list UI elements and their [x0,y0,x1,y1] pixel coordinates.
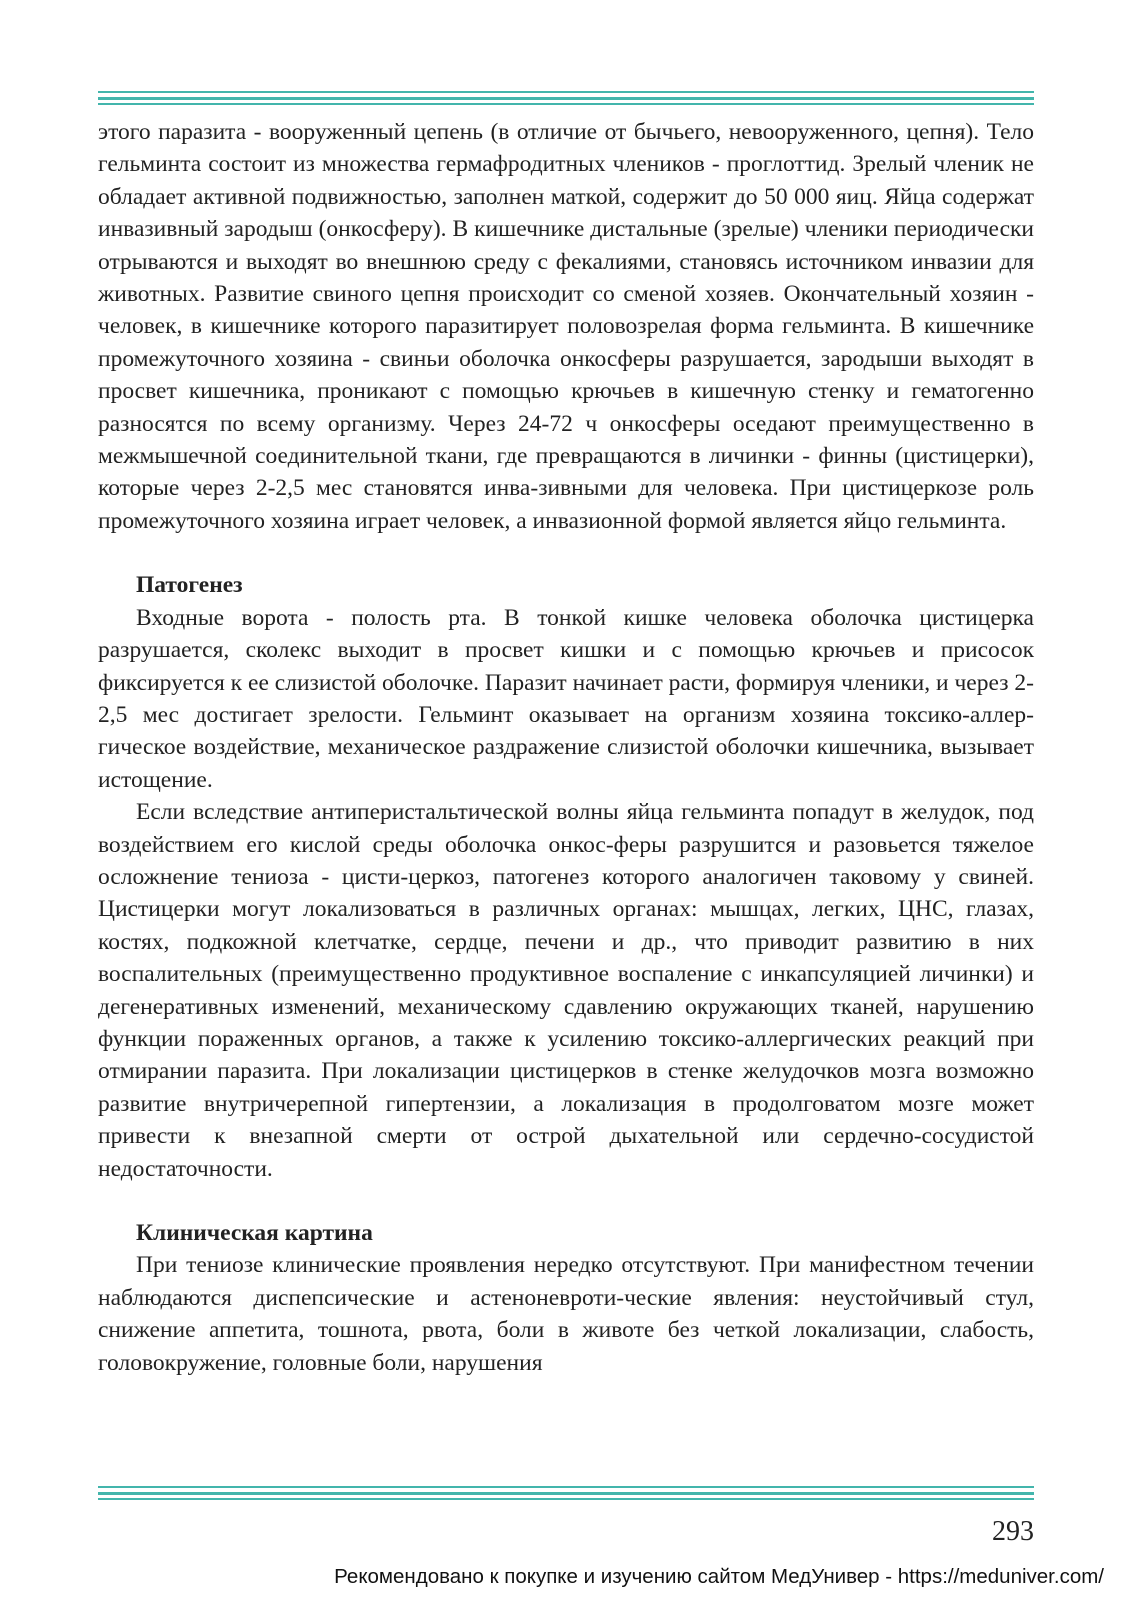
page-number: 293 [992,1516,1034,1547]
body-paragraph: этого паразита - вооруженный цепень (в отличие от бычьего, невооруженного, цепня). Тело гельминта состоит из множества гермафродитных члеников - проглоттид. Зрелый членик не обладает активной подвижностью, заполнен маткой, содержит до 50 000 яиц. Яйца содержат инвазивный зародыш (онкосферу). В кишечнике дистальные (зрелые) членики периодически отрываются и выходят во внешнюю среду с фекалиями, становясь источником инвазии для животных. Развитие свиного цепня происходит со сменой хозяев. Окончательный хозяин - человек, в кишечнике которого паразитирует половозрелая форма гельминта. В кишечнике промежуточного хозяина - свиньи оболочка онкосферы разрушается, зародыши выходят в просвет кишечника, проникают с помощью крючьев в кишечную стенку и гематогенно разносятся по всему организму. Через 24-72 ч онкосферы оседают преимущественно в межмышечной соединительной ткани, где превращаются в личинки - финны (цистицерки), которые через 2-2,5 мес становятся инва-зивными для человека. При цистицеркозе роль промежуточного хозяина играет человек, а инвазионной формой является яйцо гельминта. [98,119,1034,534]
footer-link[interactable]: Рекомендовано к покупке и изучению сайтом МедУнивер - https://meduniver.com/ [334,1565,1104,1588]
page-body [98,116,1034,1379]
body-paragraph: При тениозе клинические проявления нередко отсутствуют. При манифестном течении наблюдаются диспепсические и астеноневроти-ческие явления: неустойчивый стул, снижение аппетита, тошнота, рвота, боли в животе без четкой локализации, слабость, головокружение, головные боли, нарушения [98,1252,1034,1376]
body-paragraph: Входные ворота - полость рта. В тонкой кишке человека оболочка цистицерка разрушается, сколекс выходит в просвет кишки и с помощью крючьев и присосок фиксируется к ее слизистой оболочке. Паразит начинает расти, формируя членики, и через 2-2,5 мес достигает зрелости. Гельминт оказывает на организм хозяина токсико-аллер-гическое воздействие, механическое раздражение слизистой оболочки кишечника, вызывает истощение. [98,604,1034,793]
section-heading-clinical-picture: Клиническая картина [136,1220,373,1246]
section-heading-pathogenesis: Патогенез [136,572,243,599]
footer-rule [98,1486,1034,1501]
body-paragraph: Если вследствие антиперистальтической волны яйца гельминта попадут в желудок, под воздействием его кислой среды оболочка онкос-феры разрушится и разовьется тяжелое осложнение тениоза - цисти-церкоз, патогенез которого аналогичен таковому у свиней. Цистицерки могут локализоваться в различных органах: мышцах, легких, ЦНС, глазах, костях, подкожной клетчатке, сердце, печени и др., что приводит развитию в них воспалительных (преимущественно продуктивное воспаление с инкапсуляцией личинки) и дегенеративных изменений, механическому сдавлению окружающих тканей, нарушению функции пораженных органов, а также к усилению токсико-аллергических реакций при отмирании паразита. При локализации цистицерков в стенке желудочков мозга возможно развитие внутричерепной гипертензии, а локализация в продолговатом мозге может привести к внезапной смерти от острой дыхательной или сердечно-сосудистой недостаточности. [98,799,1034,1182]
header-rule [98,91,1034,106]
